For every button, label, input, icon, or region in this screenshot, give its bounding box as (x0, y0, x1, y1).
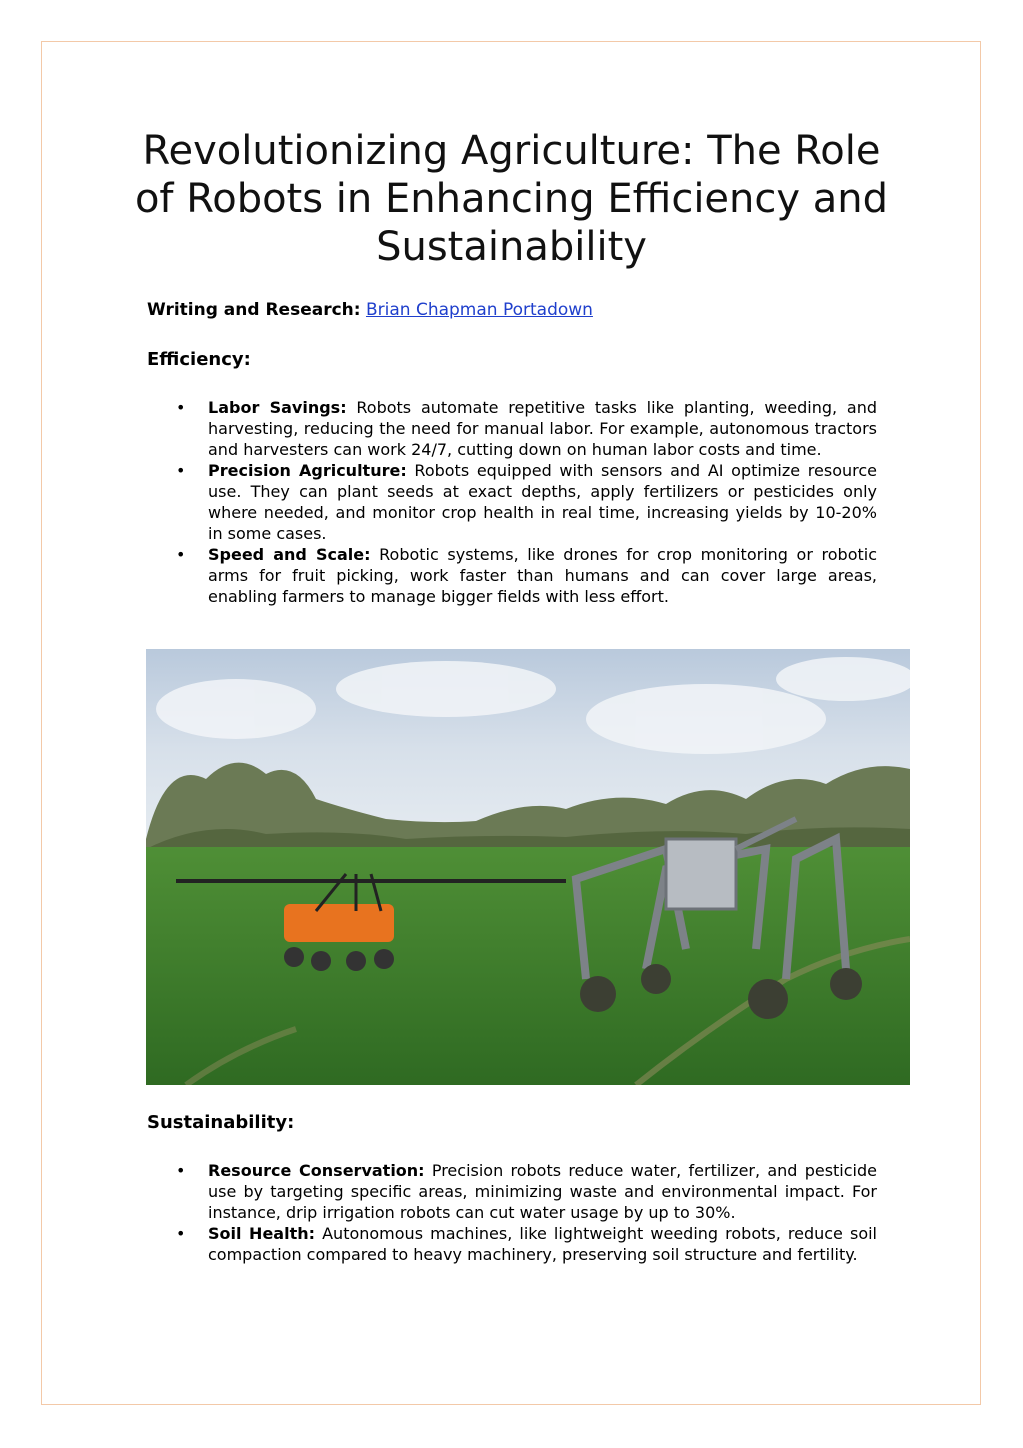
item-term: Resource Conservation: (208, 1161, 425, 1180)
field-robots-photo (146, 649, 910, 1085)
item-text: Precision robots reduce water, fertilizer, and pesticide use by targeting specific areas, minimizing waste and environmental impact. For instance, drip irrigation robots can cut water usage by up to 30%. (208, 1161, 877, 1222)
list-item (208, 1223, 877, 1265)
item-text: Autonomous machines, like lightweight weeding robots, reduce soil compaction compared to heavy machinery, preserving soil structure and fertility. (208, 1224, 877, 1264)
list-item (208, 1160, 877, 1223)
item-term: Soil Health: (208, 1224, 316, 1243)
item-term: Speed and Scale: (208, 545, 371, 564)
list-item (208, 397, 877, 460)
sustainability-list (208, 1160, 877, 1265)
efficiency-heading: Efficiency: (147, 349, 251, 370)
item-term: Precision Agriculture: (208, 461, 407, 480)
list-item (208, 460, 877, 544)
author-link[interactable]: Brian Chapman Portadown (365, 300, 593, 320)
list-item (208, 544, 877, 607)
page-title: Revolutionizing Agriculture: The Role of Robots in Enhancing Efficiency and Sustainability (134, 128, 889, 270)
byline-label: Writing and Research: (147, 300, 361, 320)
item-text: Robots automate repetitive tasks like planting, weeding, and harvesting, reducing the need for manual labor. For example, autonomous tractors and harvesters can work 24/7, cutting down on human labor costs and time. (208, 398, 877, 459)
byline (147, 300, 593, 320)
item-text: Robotic systems, like drones for crop monitoring or robotic arms for fruit picking, work faster than humans and can cover large areas, enabling farmers to manage bigger fields with less effort. (208, 545, 878, 606)
item-text: Robots equipped with sensors and AI optimize resource use. They can plant seeds at exact depths, apply fertilizers or pesticides only where needed, and monitor crop health in real time, increasing yields by 10-20% in some cases. (208, 461, 877, 543)
item-term: Labor Savings: (208, 398, 347, 417)
sustainability-heading: Sustainability: (147, 1112, 295, 1133)
efficiency-list (208, 397, 877, 607)
